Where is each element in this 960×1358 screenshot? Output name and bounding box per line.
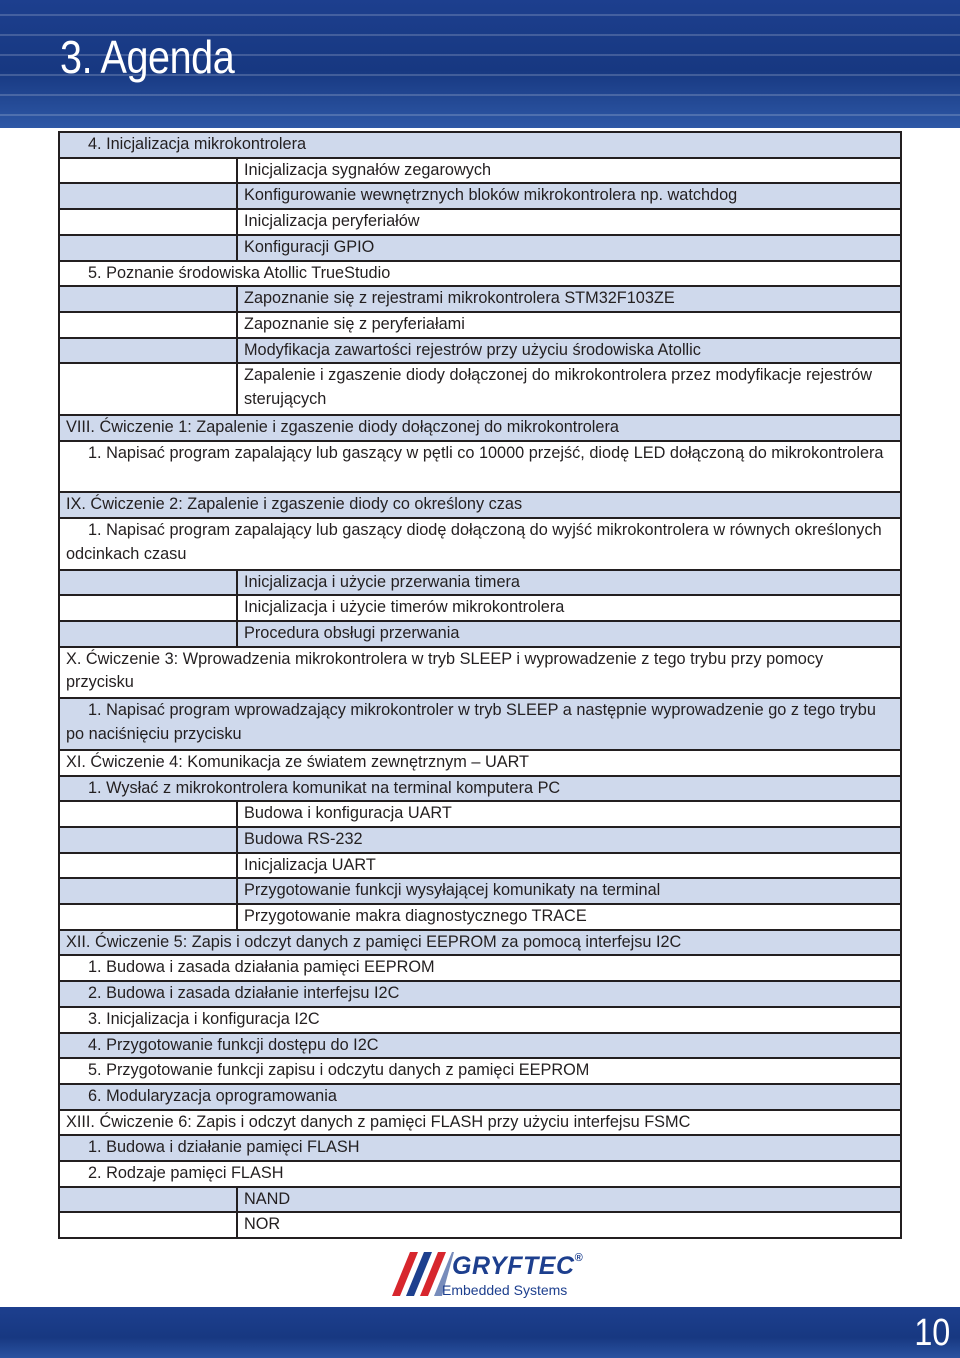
agenda-row xyxy=(59,132,901,158)
agenda-item-text: Konfigurowanie wewnętrznych bloków mikrokontrolera np. watchdog xyxy=(237,183,901,209)
agenda-subsection-text: 2. Budowa i zasada działanie interfejsu I2C xyxy=(59,981,901,1007)
agenda-row xyxy=(59,518,901,570)
logo-subtitle: Embedded Systems xyxy=(442,1282,568,1298)
agenda-row xyxy=(59,261,901,287)
page-title: 3. Agenda xyxy=(60,31,235,83)
agenda-subsection-text: 6. Modularyzacja oprogramowania xyxy=(59,1084,901,1110)
agenda-cell-blank xyxy=(59,209,237,235)
agenda-body xyxy=(59,132,901,1238)
agenda-item-text: Inicjalizacja peryferiałów xyxy=(237,209,901,235)
agenda-row xyxy=(59,1033,901,1059)
agenda-row xyxy=(59,1007,901,1033)
agenda-row xyxy=(59,1187,901,1213)
agenda-cell-blank xyxy=(59,904,237,930)
agenda-cell-blank xyxy=(59,1187,237,1213)
agenda-row xyxy=(59,415,901,441)
agenda-subsection-text: 5. Poznanie środowiska Atollic TrueStudio xyxy=(59,261,901,287)
agenda-subsection-text: 2. Rodzaje pamięci FLASH xyxy=(59,1161,901,1187)
agenda-row xyxy=(59,492,901,518)
agenda-row xyxy=(59,441,901,493)
header-stripe xyxy=(0,114,960,116)
agenda-row xyxy=(59,1110,901,1136)
agenda-cell-blank xyxy=(59,878,237,904)
agenda-item-text: Inicjalizacja i użycie przerwania timera xyxy=(237,570,901,596)
agenda-subsection-text: 1. Budowa i działanie pamięci FLASH xyxy=(59,1135,901,1161)
agenda-subsection-text: 1. Napisać program wprowadzający mikrokontroler w tryb SLEEP a następnie wyprowadzenie go z tego trybu po naciśnięciu przycisku xyxy=(59,698,901,750)
page-footer xyxy=(0,1307,960,1358)
registered-mark: ® xyxy=(574,1252,584,1264)
agenda-row xyxy=(59,235,901,261)
agenda-row xyxy=(59,698,901,750)
agenda-row xyxy=(59,1058,901,1084)
agenda-cell-blank xyxy=(59,312,237,338)
agenda-row xyxy=(59,286,901,312)
agenda-item-text: NOR xyxy=(237,1212,901,1238)
agenda-cell-blank xyxy=(59,621,237,647)
header-stripe xyxy=(0,14,960,16)
agenda-cell-blank xyxy=(59,1212,237,1238)
agenda-item-text: Zapoznanie się z rejestrami mikrokontrolera STM32F103ZE xyxy=(237,286,901,312)
agenda-row xyxy=(59,647,901,699)
agenda-subsection-text: 5. Przygotowanie funkcji zapisu i odczytu danych z pamięci EEPROM xyxy=(59,1058,901,1084)
page-header xyxy=(0,0,960,128)
agenda-item-text: Budowa i konfiguracja UART xyxy=(237,801,901,827)
agenda-row xyxy=(59,904,901,930)
agenda-cell-blank xyxy=(59,827,237,853)
agenda-row xyxy=(59,827,901,853)
agenda-row xyxy=(59,776,901,802)
agenda-cell-blank xyxy=(59,853,237,879)
agenda-section-heading: IX. Ćwiczenie 2: Zapalenie i zgaszenie diody co określony czas xyxy=(59,492,901,518)
agenda-row xyxy=(59,750,901,776)
agenda-item-text: Zapoznanie się z peryferiałami xyxy=(237,312,901,338)
agenda-section-heading: XI. Ćwiczenie 4: Komunikacja ze światem zewnętrznym – UART xyxy=(59,750,901,776)
agenda-cell-blank xyxy=(59,183,237,209)
agenda-cell-blank xyxy=(59,801,237,827)
agenda-row xyxy=(59,363,901,415)
agenda-item-text: Konfiguracji GPIO xyxy=(237,235,901,261)
agenda-row xyxy=(59,801,901,827)
agenda-item-text: Inicjalizacja UART xyxy=(237,853,901,879)
logo-wordmark xyxy=(452,1252,583,1281)
agenda-cell-blank xyxy=(59,338,237,364)
agenda-item-text: Inicjalizacja sygnałów zegarowych xyxy=(237,158,901,184)
agenda-cell-blank xyxy=(59,363,237,415)
agenda-row xyxy=(59,312,901,338)
agenda-item-text: Modyfikacja zawartości rejestrów przy użyciu środowiska Atollic xyxy=(237,338,901,364)
agenda-subsection-text: 1. Budowa i zasada działania pamięci EEPROM xyxy=(59,955,901,981)
agenda-row xyxy=(59,209,901,235)
agenda-row xyxy=(59,878,901,904)
agenda-row xyxy=(59,981,901,1007)
agenda-item-text: Przygotowanie makra diagnostycznego TRACE xyxy=(237,904,901,930)
agenda-section-heading: XIII. Ćwiczenie 6: Zapis i odczyt danych z pamięci FLASH przy użyciu interfejsu FSMC xyxy=(59,1110,901,1136)
page-number: 10 xyxy=(914,1312,950,1354)
agenda-item-text: Zapalenie i zgaszenie diody dołączonej do mikrokontrolera przez modyfikacje rejestrów sterujących xyxy=(237,363,901,415)
agenda-row xyxy=(59,158,901,184)
agenda-item-text: Procedura obsługi przerwania xyxy=(237,621,901,647)
agenda-row xyxy=(59,853,901,879)
agenda-row xyxy=(59,595,901,621)
agenda-subsection-text: 1. Napisać program zapalający lub gaszący diodę dołączoną do wyjść mikrokontrolera w równych określonych odcinkach czasu xyxy=(59,518,901,570)
agenda-row xyxy=(59,1212,901,1238)
agenda-cell-blank xyxy=(59,158,237,184)
agenda-subsection-text: 1. Napisać program zapalający lub gaszący w pętli co 10000 przejść, diodę LED dołączoną do mikrokontrolera xyxy=(59,441,901,493)
agenda-item-text: Przygotowanie funkcji wysyłającej komunikaty na terminal xyxy=(237,878,901,904)
agenda-row xyxy=(59,955,901,981)
agenda-row xyxy=(59,1084,901,1110)
agenda-row xyxy=(59,621,901,647)
logo-name: GRYFTEC xyxy=(452,1252,575,1280)
agenda-row xyxy=(59,570,901,596)
agenda-cell-blank xyxy=(59,570,237,596)
agenda-row xyxy=(59,338,901,364)
agenda-row xyxy=(59,1135,901,1161)
agenda-item-text: Budowa RS-232 xyxy=(237,827,901,853)
agenda-item-text: Inicjalizacja i użycie timerów mikrokontrolera xyxy=(237,595,901,621)
agenda-row xyxy=(59,1161,901,1187)
header-stripe xyxy=(0,94,960,96)
agenda-cell-blank xyxy=(59,595,237,621)
agenda-section-heading: XII. Ćwiczenie 5: Zapis i odczyt danych z pamięci EEPROM za pomocą interfejsu I2C xyxy=(59,930,901,956)
agenda-table xyxy=(58,131,902,1239)
agenda-row xyxy=(59,183,901,209)
agenda-subsection-text: 4. Inicjalizacja mikrokontrolera xyxy=(59,132,901,158)
agenda-subsection-text: 1. Wysłać z mikrokontrolera komunikat na terminal komputera PC xyxy=(59,776,901,802)
agenda-row xyxy=(59,930,901,956)
agenda-subsection-text: 4. Przygotowanie funkcji dostępu do I2C xyxy=(59,1033,901,1059)
agenda-section-heading: X. Ćwiczenie 3: Wprowadzenia mikrokontrolera w tryb SLEEP i wyprowadzenie z tego trybu przy pomocy przycisku xyxy=(59,647,901,699)
agenda-section-heading: VIII. Ćwiczenie 1: Zapalenie i zgaszenie diody dołączonej do mikrokontrolera xyxy=(59,415,901,441)
agenda-cell-blank xyxy=(59,235,237,261)
agenda-cell-blank xyxy=(59,286,237,312)
agenda-subsection-text: 3. Inicjalizacja i konfiguracja I2C xyxy=(59,1007,901,1033)
agenda-item-text: NAND xyxy=(237,1187,901,1213)
